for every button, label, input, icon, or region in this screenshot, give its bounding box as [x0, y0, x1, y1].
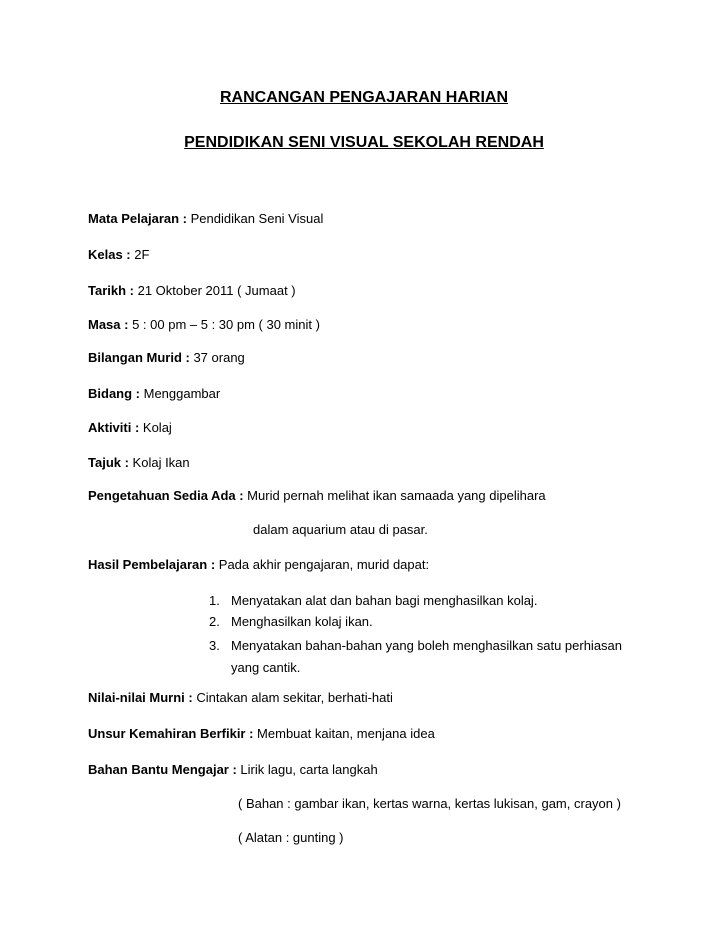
field-label: Bidang :	[88, 386, 140, 401]
field-value: Cintakan alam sekitar, berhati-hati	[192, 690, 393, 705]
field-kelas	[88, 247, 149, 263]
field-tarikh	[88, 283, 296, 299]
list-text: Menyatakan bahan-bahan yang boleh menghasilkan satu perhiasan	[231, 638, 623, 653]
field-label: Kelas :	[88, 247, 131, 262]
field-nilai-murni	[88, 690, 393, 706]
field-bahan-bantu	[88, 762, 378, 778]
field-label: Tajuk :	[88, 455, 129, 470]
field-label: Nilai-nilai Murni :	[88, 690, 193, 705]
field-masa	[88, 317, 320, 333]
field-value: Pendidikan Seni Visual	[187, 211, 324, 226]
alatan-line: ( Alatan : gunting )	[238, 830, 344, 845]
field-label: Pengetahuan Sedia Ada :	[88, 488, 244, 503]
field-mata-pelajaran	[88, 211, 323, 227]
list-item	[209, 614, 373, 630]
field-bilangan-murid	[88, 350, 245, 366]
list-item-continuation: yang cantik.	[231, 660, 301, 675]
field-label: Aktiviti :	[88, 420, 140, 435]
list-text: Menyatakan alat dan bahan bagi menghasilkan kolaj.	[231, 593, 538, 608]
field-value: 5 : 00 pm – 5 : 30 pm ( 30 minit )	[128, 317, 320, 332]
field-label: Bilangan Murid :	[88, 350, 190, 365]
list-item	[209, 638, 622, 654]
field-value: Membuat kaitan, menjana idea	[253, 726, 435, 741]
field-value: Kolaj Ikan	[128, 455, 190, 470]
field-label: Masa :	[88, 317, 129, 332]
list-number: 3.	[209, 638, 220, 653]
field-value: Lirik lagu, carta langkah	[236, 762, 378, 777]
field-value: 37 orang	[189, 350, 245, 365]
list-text: Menghasilkan kolaj ikan.	[231, 614, 373, 629]
field-value: Pada akhir pengajaran, murid dapat:	[215, 557, 430, 572]
field-label: Hasil Pembelajaran :	[88, 557, 216, 572]
field-aktiviti	[88, 420, 172, 436]
field-label: Bahan Bantu Mengajar :	[88, 762, 237, 777]
field-value: 21 Oktober 2011 ( Jumaat )	[134, 283, 296, 298]
field-unsur-kemahiran	[88, 726, 435, 742]
field-value: Menggambar	[140, 386, 221, 401]
list-number: 1.	[209, 593, 220, 608]
field-hasil-pembelajaran	[88, 557, 429, 573]
field-label: Mata Pelajaran :	[88, 211, 187, 226]
document-title: RANCANGAN PENGAJARAN HARIAN	[219, 89, 508, 106]
field-value: 2F	[130, 247, 150, 262]
field-value: Murid pernah melihat ikan samaada yang dipelihara	[243, 488, 546, 503]
field-label: Tarikh :	[88, 283, 134, 298]
list-item	[209, 593, 537, 609]
document-subtitle: PENDIDIKAN SENI VISUAL SEKOLAH RENDAH	[184, 134, 544, 151]
list-number: 2.	[209, 614, 220, 629]
field-tajuk	[88, 455, 190, 471]
field-bidang	[88, 386, 220, 402]
field-pengetahuan-sedia-ada	[88, 488, 546, 504]
field-label: Unsur Kemahiran Berfikir :	[88, 726, 254, 741]
bahan-line: ( Bahan : gambar ikan, kertas warna, kertas lukisan, gam, crayon )	[238, 796, 621, 811]
pengetahuan-continuation: dalam aquarium atau di pasar.	[253, 522, 428, 537]
field-value: Kolaj	[139, 420, 172, 435]
